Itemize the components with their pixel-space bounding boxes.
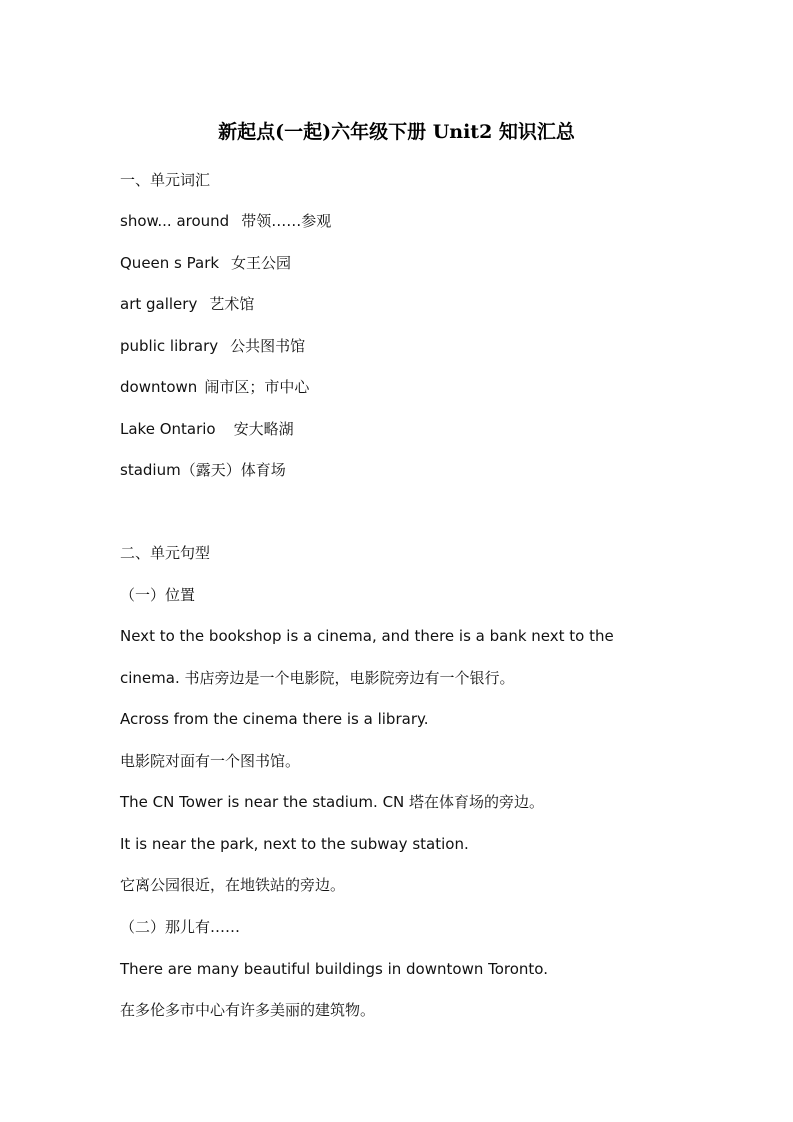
sentence-line: Next to the bookshop is a cinema, and there is a bank next to the xyxy=(120,627,614,645)
sentence-line: cinema. 书店旁边是一个电影院，电影院旁边有一个银行。 xyxy=(120,669,515,687)
vocab-english: stadium xyxy=(120,461,181,479)
vocab-english: Lake Ontario xyxy=(120,420,216,438)
vocab-chinese: 闹市区；市中心 xyxy=(204,378,310,396)
vocab-chinese: （露天）体育场 xyxy=(180,461,286,479)
page-title: 新起点(一起)六年级下册 Unit2 知识汇总 xyxy=(218,121,575,143)
vocab-item xyxy=(120,211,680,231)
vocab-item xyxy=(120,336,680,356)
vocab-chinese: 公共图书馆 xyxy=(230,337,306,355)
sentence-line: 电影院对面有一个图书馆。 xyxy=(120,752,301,770)
vocab-item xyxy=(120,253,680,273)
vocab-chinese: 艺术馆 xyxy=(209,295,255,313)
sentence-line: It is near the park, next to the subway station. xyxy=(120,835,469,853)
subsection-heading-there-is: （二）那儿有…… xyxy=(120,918,241,936)
subsection-heading-location: （一）位置 xyxy=(120,586,196,604)
vocab-item xyxy=(120,377,680,397)
sentence-line: Across from the cinema there is a library. xyxy=(120,710,429,728)
vocab-item xyxy=(120,294,680,314)
sentence-line: 它离公园很近，在地铁站的旁边。 xyxy=(120,876,346,894)
vocab-item xyxy=(120,460,680,480)
vocab-english: public library xyxy=(120,337,219,355)
vocab-english: Queen s Park xyxy=(120,254,220,272)
vocab-chinese: 带领……参观 xyxy=(241,212,332,230)
sentence-line: 在多伦多市中心有许多美丽的建筑物。 xyxy=(120,1001,376,1019)
vocab-chinese: 女王公园 xyxy=(231,254,292,272)
section-heading-sentences: 二、单元句型 xyxy=(120,544,211,562)
vocab-item xyxy=(120,419,680,439)
sentence-line: There are many beautiful buildings in downtown Toronto. xyxy=(120,960,548,978)
vocab-english: downtown xyxy=(120,378,198,396)
vocab-chinese: 安大略湖 xyxy=(233,420,294,438)
vocab-english: show... around xyxy=(120,212,230,230)
sentence-line: The CN Tower is near the stadium. CN 塔在体育场的旁边。 xyxy=(120,793,545,811)
section-heading-vocabulary: 一、单元词汇 xyxy=(120,171,211,189)
vocab-english: art gallery xyxy=(120,295,198,313)
